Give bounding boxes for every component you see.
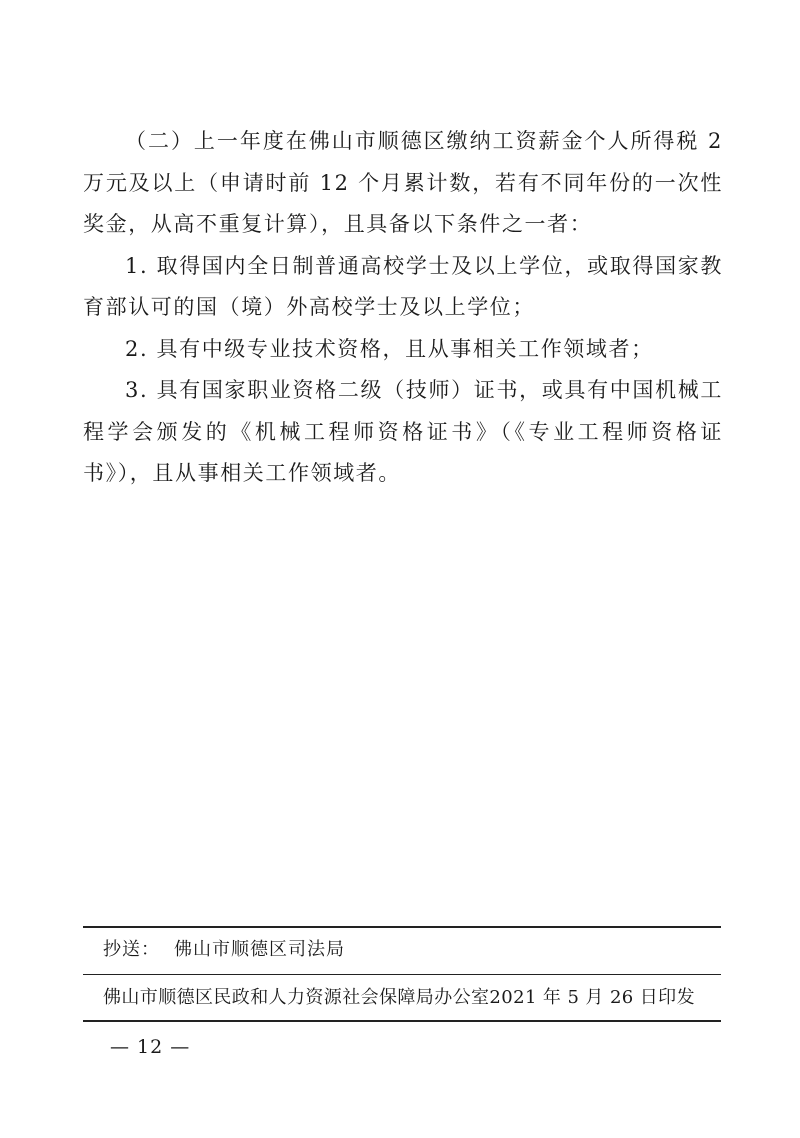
footer-top-rule — [83, 926, 721, 928]
issuer: 佛山市顺德区民政和人力资源社会保障局办公室 — [103, 987, 490, 1008]
paragraph-item-1: 1. 取得国内全日制普通高校学士及以上学位，或取得国家教育部认可的国（境）外高校学士及以上学位； — [83, 253, 723, 319]
issue-date: 2021 年 5 月 26 日印发 — [489, 987, 695, 1008]
cc-recipient: 佛山市顺德区司法局 — [174, 939, 345, 960]
issue-line — [83, 983, 721, 1013]
paragraph-item-2: 2. 具有中级专业技术资格，且从事相关工作领域者； — [125, 336, 654, 361]
cc-line — [83, 935, 721, 965]
page-number: — 12 — — [110, 1036, 191, 1058]
paragraph-item-3: 3. 具有国家职业资格二级（技师）证书，或具有中国机械工程学会颁发的《机械工程师资格证书》（《专业工程师资格证书》），且从事相关工作领域者。 — [83, 378, 723, 485]
paragraph-condition-2: （二）上一年度在佛山市顺德区缴纳工资薪金个人所得税 2 万元及以上（申请时前 12 个月累计数，若有不同年份的一次性奖金，从高不重复计算），且具备以下条件之一者： — [83, 129, 723, 236]
cc-label: 抄送： — [103, 939, 160, 960]
footer-middle-rule — [83, 974, 721, 975]
footer-bottom-rule — [83, 1020, 721, 1022]
document-body — [83, 121, 723, 495]
